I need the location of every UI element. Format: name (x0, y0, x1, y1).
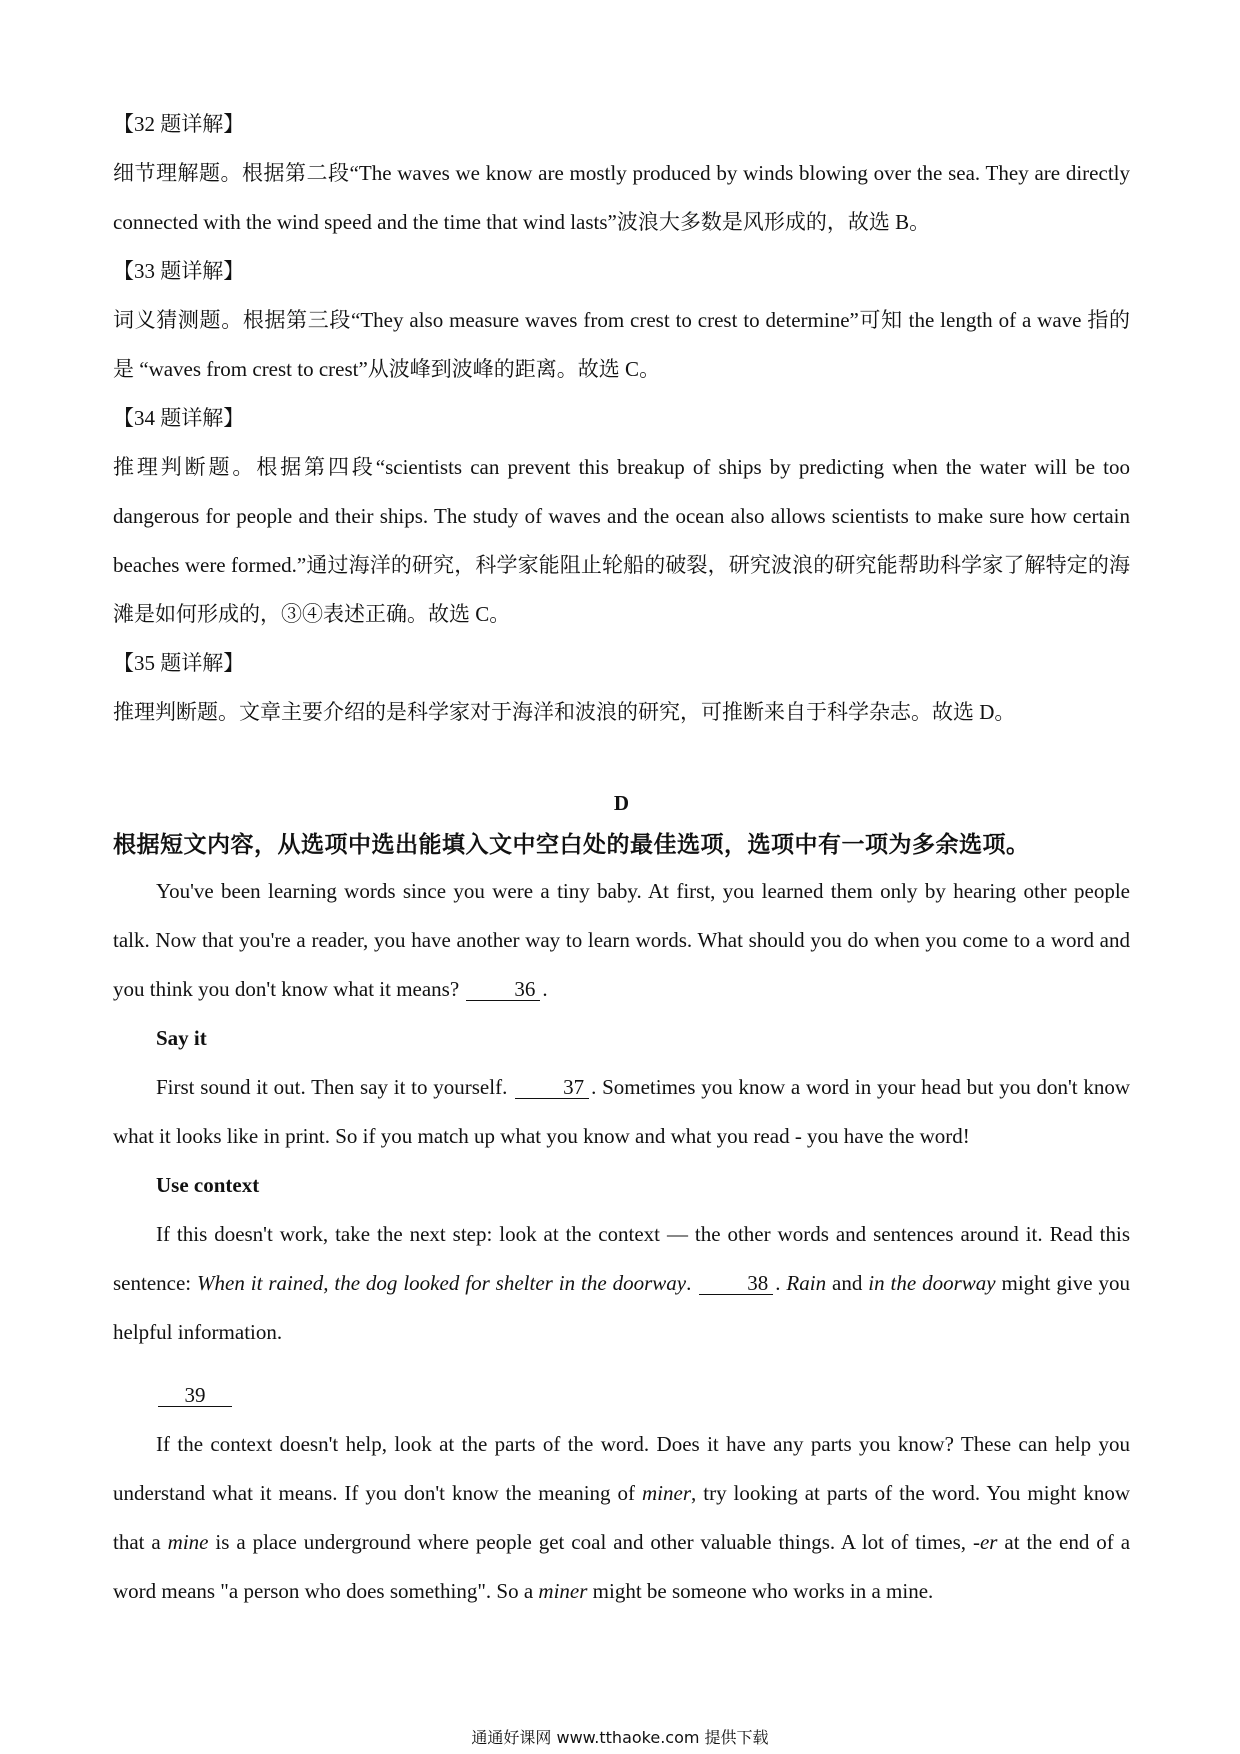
spacer (113, 1357, 1130, 1371)
paragraph-4-mine: mine (167, 1530, 209, 1554)
paragraph-4-miner: miner (642, 1481, 692, 1505)
paragraph-4-c: is a place underground where people get coal and other valuable things. A lot of times, (215, 1530, 967, 1554)
paragraph-2-start: First sound it out. Then say it to yourself. (156, 1075, 508, 1099)
paragraph-3-and: and (832, 1271, 863, 1295)
explanation-35-label: 【35 题详解】 (113, 651, 245, 675)
blank-37: 37 (515, 1076, 589, 1099)
subheading-say-it: Say it (156, 1026, 207, 1050)
explanation-34-label: 【34 题详解】 (113, 406, 245, 430)
section-instruction: 根据短文内容，从选项中选出能填入文中空白处的最佳选项，选项中有一项为多余选项。 (113, 832, 1030, 858)
blank-36: 36 (466, 978, 540, 1001)
paragraph-3-rain: Rain (786, 1271, 827, 1295)
explanation-34-text: 推理判断题。根据第四段“scientists can prevent this breakup of ships by predicting when the water will be too dangerous for people and their ships. The study of waves and the ocean also allows scientists to make sure how certain beaches were formed.”通过海洋的研究，科学家能阻止轮船的破裂，研究波浪的研究能帮助科学家了解特定的海滩是如何形成的，③④表述正确。故选 C。 (113, 455, 1130, 626)
paragraph-4-d: at the end of a word means "a person who does something". So a (113, 1530, 1131, 1603)
explanation-32-label: 【32 题详解】 (113, 112, 245, 136)
paragraph-3-end: might give you helpful information. (113, 1271, 1131, 1344)
document-content (113, 100, 1130, 1616)
paragraph-3-start: If this doesn't work, take the next step: look at the context — the other words and sentences around it. Read this sentence: (113, 1222, 1130, 1295)
explanation-33-text: 词义猜测题。根据第三段“They also measure waves from crest to crest to determine”可知 the length of a wave 指的是 “waves from crest to crest”从波峰到波峰的距离。故选 C。 (113, 308, 1130, 381)
paragraph-1-end: . (542, 977, 548, 1001)
paragraph-4-er: -er (972, 1530, 998, 1554)
subheading-use-context: Use context (156, 1173, 260, 1197)
paragraph-1-text: You've been learning words since you were a tiny baby. At first, you learned them only by hearing other people talk. Now that you're a reader, you have another way to learn words. What should you do when you come to a word and you think you don't know what it means? (113, 879, 1130, 1001)
passage-paragraph-3: If this doesn't work, take the next step: look at the context — the other words and sentences around it. Read this sentence: When it rained, the dog looked for shelter in the doorway. 38 . Rain and in the doorway might give you helpful information. (113, 1222, 1131, 1344)
blank-39-heading (113, 1371, 1130, 1420)
paragraph-4-b: , try looking at parts of the word. You might know that a (113, 1481, 1131, 1554)
page-footer: 通通好课网 www.tthaoke.com 提供下载 (471, 1728, 769, 1747)
blank-39: 39 (158, 1384, 232, 1407)
paragraph-3-example-sentence: When it rained, the dog looked for shelter in the doorway (197, 1271, 687, 1295)
paragraph-2-rest: . Sometimes you know a word in your head but you don't know what it looks like in print. So if you match up what you know and what you read - you have the word! (113, 1075, 1130, 1148)
paragraph-3-doorway: in the doorway (868, 1271, 996, 1295)
paragraph-4-miner-2: miner (538, 1579, 588, 1603)
paragraph-3-dot: . (686, 1271, 692, 1295)
explanation-32-text: 细节理解题。根据第二段“The waves we know are mostly produced by winds blowing over the sea. They are directly connected with the wind speed and the time that wind lasts”波浪大多数是风形成的，故选 B。 (113, 161, 1130, 234)
paragraph-4-e: might be someone who works in a mine. (592, 1579, 934, 1603)
paragraph-4-a: If the context doesn't help, look at the parts of the word. Does it have any parts you know? These can help you understand what it means. If you don't know the meaning of (113, 1432, 1130, 1505)
blank-38: 38 (699, 1272, 773, 1295)
section-title: D (613, 791, 630, 815)
explanation-35-text: 推理判断题。文章主要介绍的是科学家对于海洋和波浪的研究，可推断来自于科学杂志。故选 D。 (113, 700, 1016, 724)
passage-paragraph-2 (113, 1063, 1130, 1161)
passage-paragraph-1 (113, 867, 1130, 1014)
passage-paragraph-4 (113, 1420, 1130, 1616)
explanation-33-label: 【33 题详解】 (113, 259, 245, 283)
